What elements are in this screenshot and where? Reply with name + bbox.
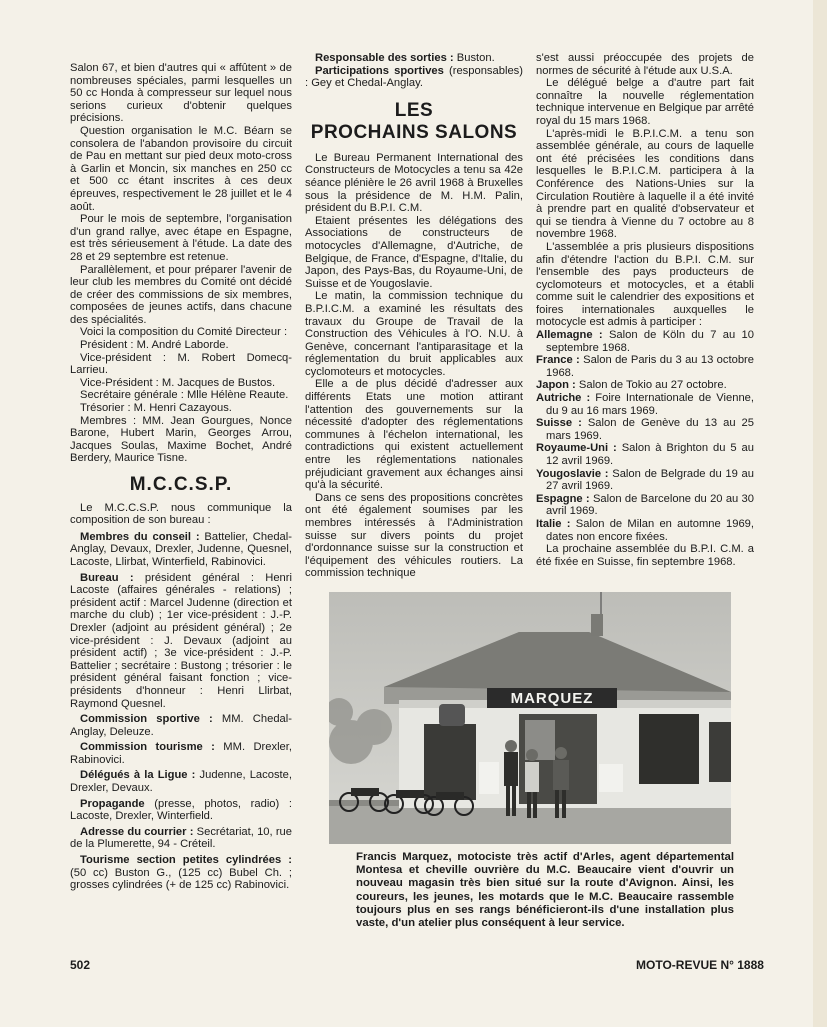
committee-member: Trésorier : M. Henri Cazayous.: [80, 402, 232, 415]
section-title-mccsp: M.C.C.S.P.: [129, 474, 233, 495]
section-title-salons: [305, 100, 523, 144]
paragraph: Question organisation le M.C. Béarn se consolera de l'abandon provisoire du circuit de Pau en mettant sur pied deux moto-cross à Garlin et Moncin, six manches en 250 cc et 500 cc étant inscrites à ces deux épreuves, respectivement le 28 juillet et le 4 août.: [70, 124, 292, 213]
salon-entry: Yougoslavie : Salon de Belgrade du 19 au 27 avril 1969.: [536, 467, 754, 493]
paragraph: Le M.C.C.S.P. nous communique la composition de son bureau :: [70, 501, 292, 527]
column-middle: [305, 52, 523, 580]
bureau-item: Propagande (presse, photos, radio) : Lacoste, Drexler, Winterfield.: [70, 797, 292, 823]
photo-caption: Francis Marquez, motociste très actif d'Arles, agent départemental Montesa et cheville ouvrière du M.C. Beaucaire vient d'ouvrir un nouveau magasin très bien situé sur la route d'Avignon. Ainsi, les coureurs, les jeunes, les motards que le M.C. Beaucaire rassemble toujours plus en ses rangs bénéficieront-ils d'une installation plus vaste, d'un atelier plus conséquent à leur service.: [356, 851, 734, 930]
paragraph: Etaient présentes les délégations des Associations de constructeurs de motocycles d'Allemagne, d'Autriche, de Belgique, de France, d'Espagne, d'Italie, du Japon, des Pays-Bas, du Royaume-Uni, de Suisse et de Yougoslavie.: [305, 214, 523, 290]
salon-entry: Espagne : Salon de Barcelone du 20 au 30 avril 1969.: [536, 492, 755, 518]
bureau-item: Adresse du courrier : Secrétariat, 10, rue de la Plumerette, 94 - Créteil.: [70, 825, 292, 851]
paragraph: L'assemblée a pris plusieurs dispositions afin d'étendre l'action du B.P.I. C.M. sur l'ensemble des pays producteurs de cyclomoteurs et motocycles, et a établi comme suit le calendrier des expositions et foires internationales auxquelles le motocycle est admis à participer :: [536, 240, 754, 329]
salon-entry: France : Salon de Paris du 3 au 13 octobre 1968.: [536, 354, 754, 379]
committee-member: Vice-Président : M. Jacques de Bustos.: [80, 376, 276, 389]
shop-sign-text: MARQUEZ: [510, 690, 594, 707]
paragraph: Le Bureau Permanent International des Constructeurs de Motocycles a tenu sa 42e séance plénière le 26 avril 1968 à Bruxelles sous la présidence de M. H.M. Palin, président du B.P.I. C.M.: [305, 151, 523, 215]
bureau-item: Responsable des sorties : Buston.: [315, 52, 495, 64]
bureau-item: Participations sportives (responsables) : Gey et Chedal-Anglay.: [305, 64, 523, 90]
paragraph: L'après-midi le B.P.I.C.M. a tenu son assemblée générale, au cours de laquelle ont été précisées les conditions dans lesquelles le B.P.I.C.M. participera à la Conférence des Nations-Unies sur la Circulation Routière à laquelle il a été invité à prendre part en qualité d'observateur et qui se tiendra à Vienne du 7 octobre au 8 novembre 1968.: [536, 127, 754, 241]
bureau-item: Commission tourisme : MM. Drexler, Rabinovici.: [70, 741, 292, 766]
committee-member: Membres : MM. Jean Gourgues, Nonce Barone, Hubert Marin, Georges Arrou, Jacques Soulas, Maxime Bochet, André Berdery, Maurice Tisne.: [70, 414, 292, 465]
paragraph: Voici la composition du Comité Directeur :: [80, 326, 288, 339]
salon-entry: Italie : Salon de Milan en automne 1969, dates non encore fixées.: [536, 517, 755, 543]
column-left: [70, 62, 292, 892]
bureau-item: Délégués à la Ligue : Judenne, Lacoste, Drexler, Devaux.: [70, 769, 292, 795]
paragraph: Dans ce sens des propositions concrètes ont été également soumises par les membres intéressés à l'Administration suisse sur divers points du projet d'ordonnance suisse sur la construction et l'équipement des véhicules routiers. La commission technique: [305, 491, 523, 580]
paragraph: Salon 67, et bien d'autres qui « affûtent » de nombreuses spéciales, parmi lesquelles un 50 cc Honda à compresseur sur lequel nous serions curieux d'obtenir quelques précisions.: [70, 62, 292, 125]
paragraph: s'est aussi préoccupée des projets de normes de sécurité à l'étude aux U.S.A.: [536, 52, 754, 77]
shop-photo: [329, 592, 731, 844]
bureau-item: Commission sportive : MM. Chedal-Anglay, Deleuze.: [70, 713, 292, 738]
bureau-item: Membres du conseil : Battelier, Chedal-Anglay, Devaux, Drexler, Judenne, Quesnel, Lacoste, Llirbat, Winterfield, Rabinovici.: [70, 530, 292, 568]
paragraph: La prochaine assemblée du B.P.I. C.M. a été fixée en Suisse, fin septembre 1968.: [536, 543, 754, 568]
bureau-item: Bureau : président général : Henri Lacoste (affaires générales - relations) ; président actif : Marcel Judenne (direction et marche du club) ; 1er vice-président : J.-P. Drexler (adjoint au président général) ; 2e vice-président : J. Devaux (adjoint au président actif) ; 3e vice-président : J.-P. Battelier ; secrétaire : Bustong ; trésorier : le président général faisant fonction ; vice-présidents d'honneur : Henri Llirbat, Raymond Quesnel.: [70, 571, 292, 710]
salon-calendar: [536, 329, 754, 543]
paragraph: Le délégué belge a d'autre part fait connaître la nouvelle réglementation technique intervenue en Belgique par arrêté royal du 15 mars 1968.: [536, 77, 754, 127]
paragraph: Le matin, la commission technique du B.P.I.C.M. a examiné les résultats des travaux du Groupe de Travail de la Construction des Véhicules à l'O. N.U. à Genève, concernant l'antiparasitage et la réglementation du bruit applicables aux cyclomoteurs et motocycles.: [305, 290, 523, 378]
column-right: [536, 52, 754, 568]
paragraph: Pour le mois de septembre, l'organisation d'un grand rallye, avec étape en Espagne, est très sérieusement à l'étude. La date des 28 et 29 septembre est retenue.: [70, 213, 292, 263]
committee-member: Vice-président : M. Robert Domecq-Larrieu.: [70, 351, 292, 377]
salon-entry: Autriche : Foire Internationale de Vienne, du 9 au 16 mars 1969.: [536, 392, 754, 417]
bureau-item: Tourisme section petites cylindrées : (50 cc) Buston G., (125 cc) Bubel Ch. ; grosses cylindrées (+ de 125 cc) Rabinovici.: [70, 854, 292, 892]
page-number: 502: [70, 958, 91, 972]
page-edge: [813, 0, 827, 1027]
salon-entry: Allemagne : Salon de Köln du 7 au 10 septembre 1968.: [536, 329, 754, 354]
paragraph: Parallèlement, et pour préparer l'avenir de leur club les membres du Comité ont décidé de créer des commissions de six membres, composées de jeunes actifs, dans chacune des spécialités.: [70, 263, 292, 326]
salon-entry: Royaume-Uni : Salon à Brighton du 5 au 12 avril 1969.: [536, 442, 755, 467]
title-line: LES: [394, 99, 434, 121]
salon-entry: Suisse : Salon de Genève du 13 au 25 mars 1969.: [536, 417, 755, 442]
salon-entry: Japon : Salon de Tokio au 27 octobre.: [536, 379, 727, 392]
paragraph: Elle a de plus décidé d'adresser aux différents Etats une motion attirant l'attention des gouvernements sur la nécessité d'adopter des réglementations communes à l'échelon international, les contradictions qui existent actuellement entre les réglementations nationales préjudiciant gravement aux échanges ainsi qu'à la sécurité.: [305, 378, 523, 492]
title-line: PROCHAINS SALONS: [310, 121, 518, 143]
committee-member: Président : M. André Laborde.: [80, 339, 229, 352]
committee-member: Secrétaire générale : Mlle Hélène Reaute.: [80, 389, 289, 402]
magazine-folio: MOTO-REVUE N° 1888: [636, 958, 764, 972]
shop-photo-illustration: [329, 592, 731, 844]
